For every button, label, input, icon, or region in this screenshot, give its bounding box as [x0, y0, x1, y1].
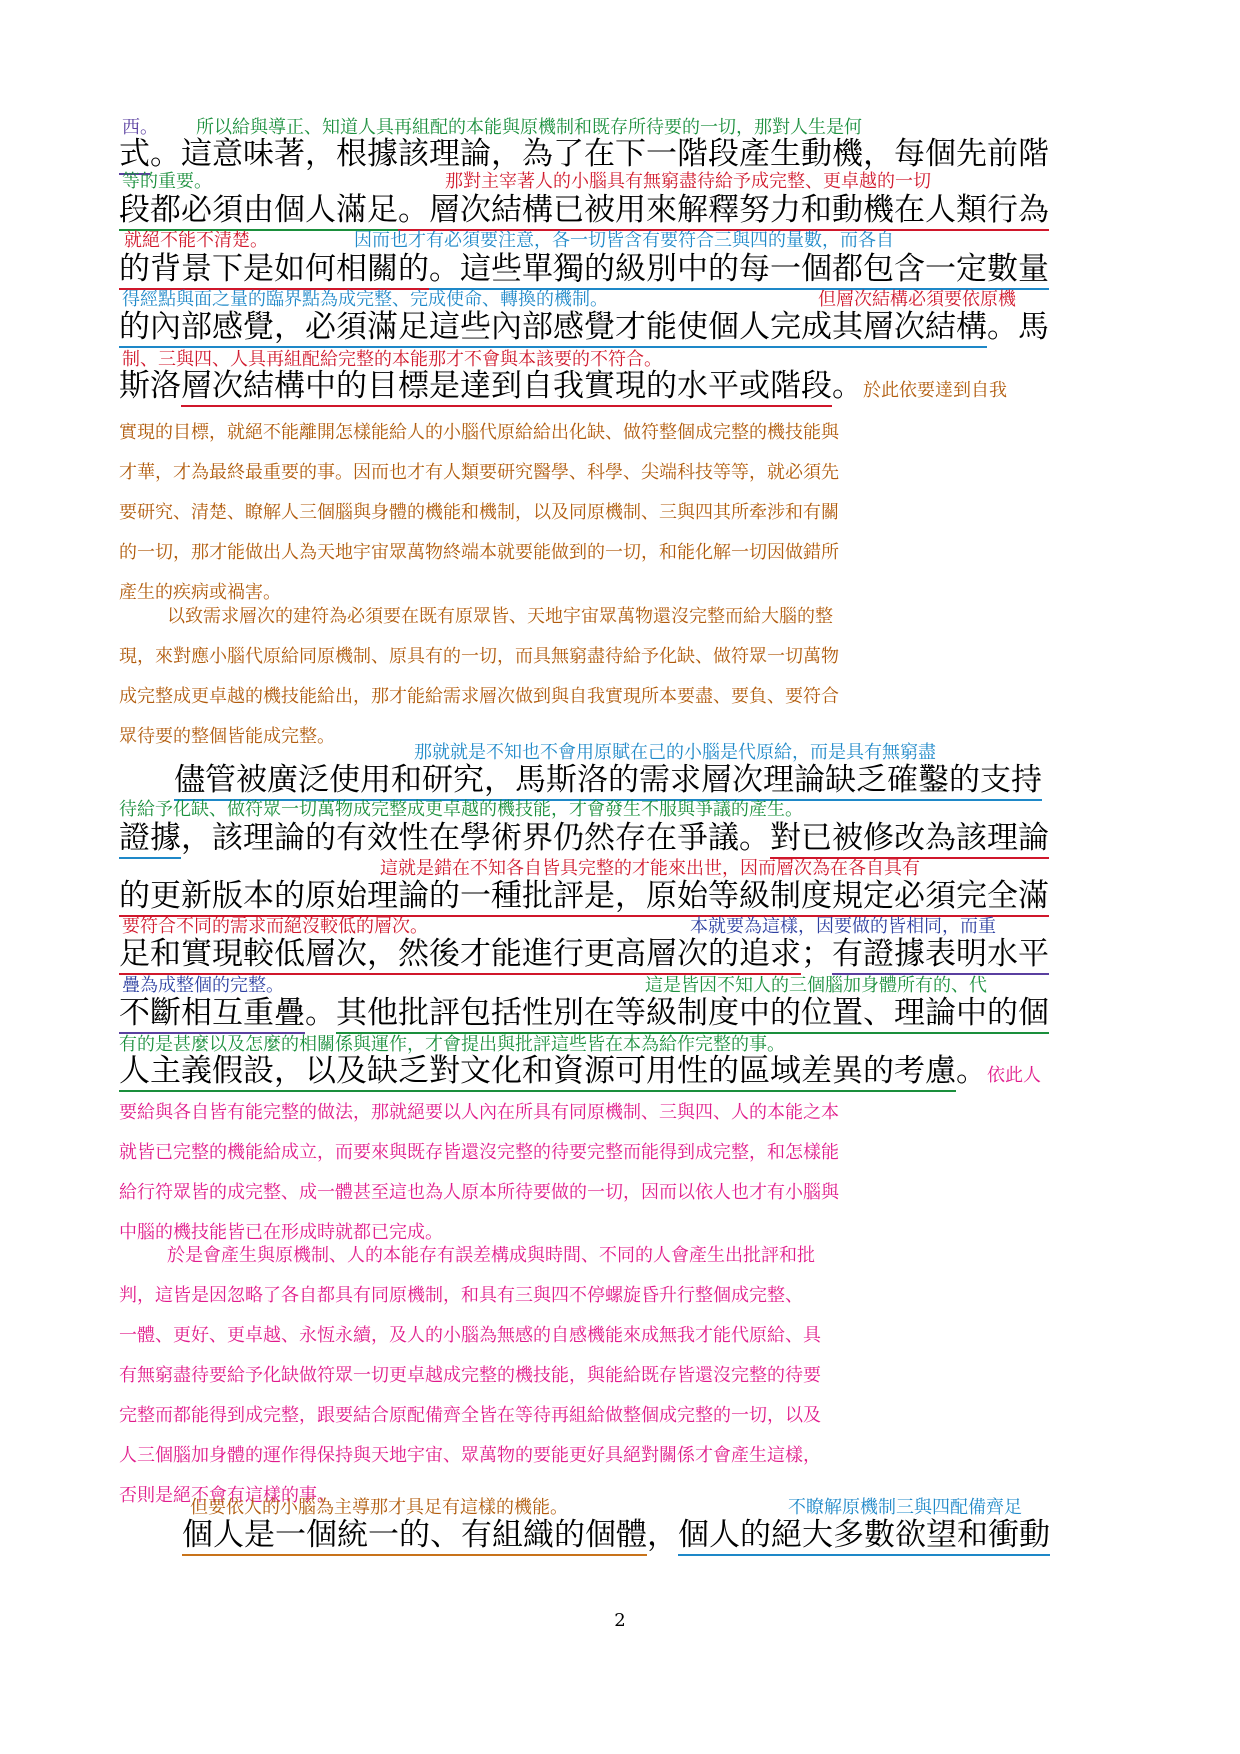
- body-line-12: [182, 1517, 1132, 1553]
- magenta-paragraph-2: [119, 1236, 1124, 1516]
- magenta-paragraph-1: [119, 1093, 1124, 1253]
- magenta-line: 否則是絕不會有這樣的事。: [119, 1485, 335, 1506]
- orange-line: 產生的疾病或禍害。: [119, 582, 281, 603]
- body-line-8: [119, 878, 1129, 914]
- orange-line: 眾待要的整個皆能成完整。: [119, 726, 335, 747]
- magenta-line: 就皆已完整的機能給成立，而要來與既存皆還沒完整的待要完整而能得到成完整，和怎樣能: [119, 1142, 839, 1163]
- body-line-2: [119, 192, 1129, 228]
- body-line-5-c: 。: [832, 368, 863, 404]
- orange-line: 成完整成更卓越的機技能給出，那才能給需求層次做到與自我實現所本要盡、要負、要符合: [119, 686, 839, 707]
- annotation-10-right: 這是皆因不知人的三個腦加身體所有的、代: [645, 975, 987, 996]
- annotation-7: 待給予化缺、做符眾一切萬物成完整成更卓越的機技能，才會發生不服與爭議的產生。: [119, 799, 803, 820]
- annotation-4-left: 得經點與面之量的臨界點為成完整、完成使命、轉換的機制。: [122, 289, 608, 310]
- body-line-6-a: 儘管被廣泛使用和研究，馬斯洛的需求層次理論缺乏確鑿的支持: [174, 762, 1042, 801]
- orange-paragraph-2: [119, 597, 1124, 757]
- body-line-7-b: ，該理論的有效性在學術界仍然存在爭議。: [181, 820, 770, 856]
- body-line-10: [119, 995, 1129, 1031]
- annotation-9-left: 要符合不同的需求而絕沒較低的層次。: [122, 916, 428, 937]
- orange-paragraph-1: [119, 413, 1124, 613]
- body-line-11-c: 依此人: [987, 1065, 1041, 1086]
- orange-line: 實現的目標，就絕不能離開怎樣能給人的小腦代原給給出化缺、做符整個成完整的機技能與: [119, 422, 839, 443]
- body-line-1-a: 式: [119, 136, 150, 175]
- orange-line: 以致需求層次的建符為必須要在既有原眾皆、天地宇宙眾萬物還沒完整而給大腦的整: [167, 606, 833, 627]
- magenta-line: 中腦的機技能皆已在形成時就都已完成。: [119, 1222, 443, 1243]
- body-line-11: [119, 1053, 1129, 1094]
- orange-line: 才華，才為最終最重要的事。因而也才有人類要研究醫學、科學、尖端科技等等，就必須先: [119, 462, 839, 483]
- body-line-2-b: 。層次結構已被用來解釋努力和動機在人類行為: [398, 192, 1049, 231]
- body-line-12-b: ，: [647, 1517, 678, 1553]
- magenta-line: 一體、更好、更卓越、永恆永續，及人的小腦為無感的自感機能來成無我才能代原給、具: [119, 1325, 821, 1346]
- magenta-line: 判，這皆是因忽略了各自都具有同原機制，和具有三與四不停螺旋昏升行整個成完整、: [119, 1285, 803, 1306]
- annotation-2-left: 等的重要。: [122, 171, 212, 192]
- body-line-7: [119, 820, 1129, 856]
- body-line-3-b: 。這些單獨的級別中的每一個都包含一定數量: [429, 251, 1049, 290]
- body-line-1: [119, 136, 1129, 172]
- body-line-5-b: 層次結構中的目標是達到自我實現的水平或階段: [181, 368, 832, 407]
- body-line-7-a: 證據: [119, 820, 181, 859]
- body-line-3-a: 的背景下是如何相關的: [119, 251, 429, 290]
- body-line-7-c: 對已被修改為該理論: [770, 820, 1049, 859]
- body-line-4: [119, 309, 1129, 345]
- body-line-10-c: 其他批評包括性別在等級制度中的位置、理論中的個: [336, 995, 1049, 1034]
- annotation-10-left: 疊為成整個的完整。: [122, 975, 284, 996]
- body-line-4-a: 的內部感覺，必須滿足這些內部感覺才能使個人完成其層次結構: [119, 309, 987, 348]
- body-line-10-b: 。: [305, 995, 336, 1031]
- magenta-line: 給行符眾皆的成完整、成一體甚至這也為人原本所待要做的一切，因而以依人也才有小腦與: [119, 1182, 839, 1203]
- body-line-1-b: 。這意味著，根據該理論，為了在下一階段產生動機，每個先前階: [150, 136, 1049, 172]
- annotation-4-right: 但層次結構必須要依原機: [818, 289, 1016, 310]
- body-line-9: [119, 936, 1129, 972]
- body-line-12-a: 個人是一個統一的、有組織的個體: [182, 1517, 647, 1556]
- magenta-line: 人三個腦加身體的運作得保持與天地宇宙、眾萬物的要能更好具絕對關係才會產生這樣，: [119, 1445, 821, 1466]
- magenta-line: 要給與各自皆有能完整的做法，那就絕要以人內在所具有同原機制、三與四、人的本能之本: [119, 1102, 839, 1123]
- annotation-9-right: 本就要為這樣，因要做的皆相同，而重: [690, 916, 996, 937]
- body-line-2-a: 段都必須由個人滿足: [119, 192, 398, 231]
- body-line-5-d: 於此依要達到自我: [863, 380, 1007, 401]
- body-line-9-c: 有證據表明水平: [832, 936, 1049, 975]
- body-line-3: [119, 251, 1129, 287]
- body-line-11-b: 。: [956, 1053, 987, 1089]
- magenta-line: 於是會產生與原機制、人的本能存有誤差構成與時間、不同的人會產生出批評和批: [167, 1245, 815, 1266]
- body-line-5-a: 斯洛: [119, 368, 181, 404]
- body-line-12-c: 個人的絕大多數欲望和衝動: [678, 1517, 1050, 1556]
- orange-line: 現，來對應小腦代原給同原機制、原具有的一切，而具無窮盡待給予化缺、做符眾一切萬物: [119, 646, 839, 667]
- body-line-10-a: 不斷相互重疊: [119, 995, 305, 1034]
- page-number: 2: [614, 1610, 626, 1631]
- body-line-4-b: 。馬: [987, 309, 1049, 345]
- annotation-6: 那就就是不知也不會用原賦在己的小腦是代原給，而是具有無窮盡: [414, 742, 936, 763]
- magenta-line: 有無窮盡待要給予化缺做符眾一切更卓越成完整的機技能，與能給既存皆還沒完整的待要: [119, 1365, 821, 1386]
- annotation-12-left: 但要依人的小腦為主導那才具足有這樣的機能。: [190, 1497, 568, 1518]
- body-line-5: [119, 368, 1129, 409]
- magenta-line: 完整而都能得到成完整，跟要結合原配備齊全皆在等待再組給做整個成完整的一切，以及: [119, 1405, 821, 1426]
- body-line-8-a: 的更新版本的原始理論的一種批評是，原始等級制度規定必須完全滿: [119, 878, 1049, 917]
- body-line-9-b: ；: [801, 936, 832, 972]
- annotation-3-left: 就絕不能不清楚。: [124, 230, 268, 251]
- body-line-6: [174, 762, 1134, 798]
- annotation-11: 有的是甚麼以及怎麼的相關係與運作，才會提出與批評這些皆在本為給作完整的事。: [119, 1034, 785, 1055]
- annotation-3-right: 因而也才有必須要注意，各一切皆含有要符合三與四的量數，而各自: [354, 230, 894, 251]
- annotation-2-right: 那對主宰著人的小腦具有無窮盡待給予成完整、更卓越的一切: [445, 171, 931, 192]
- orange-line: 的一切，那才能做出人為天地宇宙眾萬物終端本就要能做到的一切，和能化解一切因做錯所: [119, 542, 839, 563]
- annotation-12-right: 不瞭解原機制三與四配備齊足: [788, 1497, 1022, 1518]
- annotation-1-right: 所以給與導正、知道人具再組配的本能與原機制和既存所待要的一切，那對人生是何: [196, 117, 862, 138]
- body-line-9-a: 足和實現較低層次，然後才能進行更高層次的追求: [119, 936, 801, 975]
- annotation-8: 這就是錯在不知各自皆具完整的才能來出世，因而層次為在各自具有: [380, 858, 920, 879]
- annotation-5: 制、三與四、人具再組配給完整的本能那才不會與本該要的不符合。: [122, 349, 662, 370]
- annotation-1-left: 西。: [122, 117, 158, 138]
- orange-line: 要研究、清楚、瞭解人三個腦與身體的機能和機制，以及同原機制、三與四其所牽涉和有關: [119, 502, 839, 523]
- body-line-11-a: 人主義假設，以及缺乏對文化和資源可用性的區域差異的考慮: [119, 1053, 956, 1092]
